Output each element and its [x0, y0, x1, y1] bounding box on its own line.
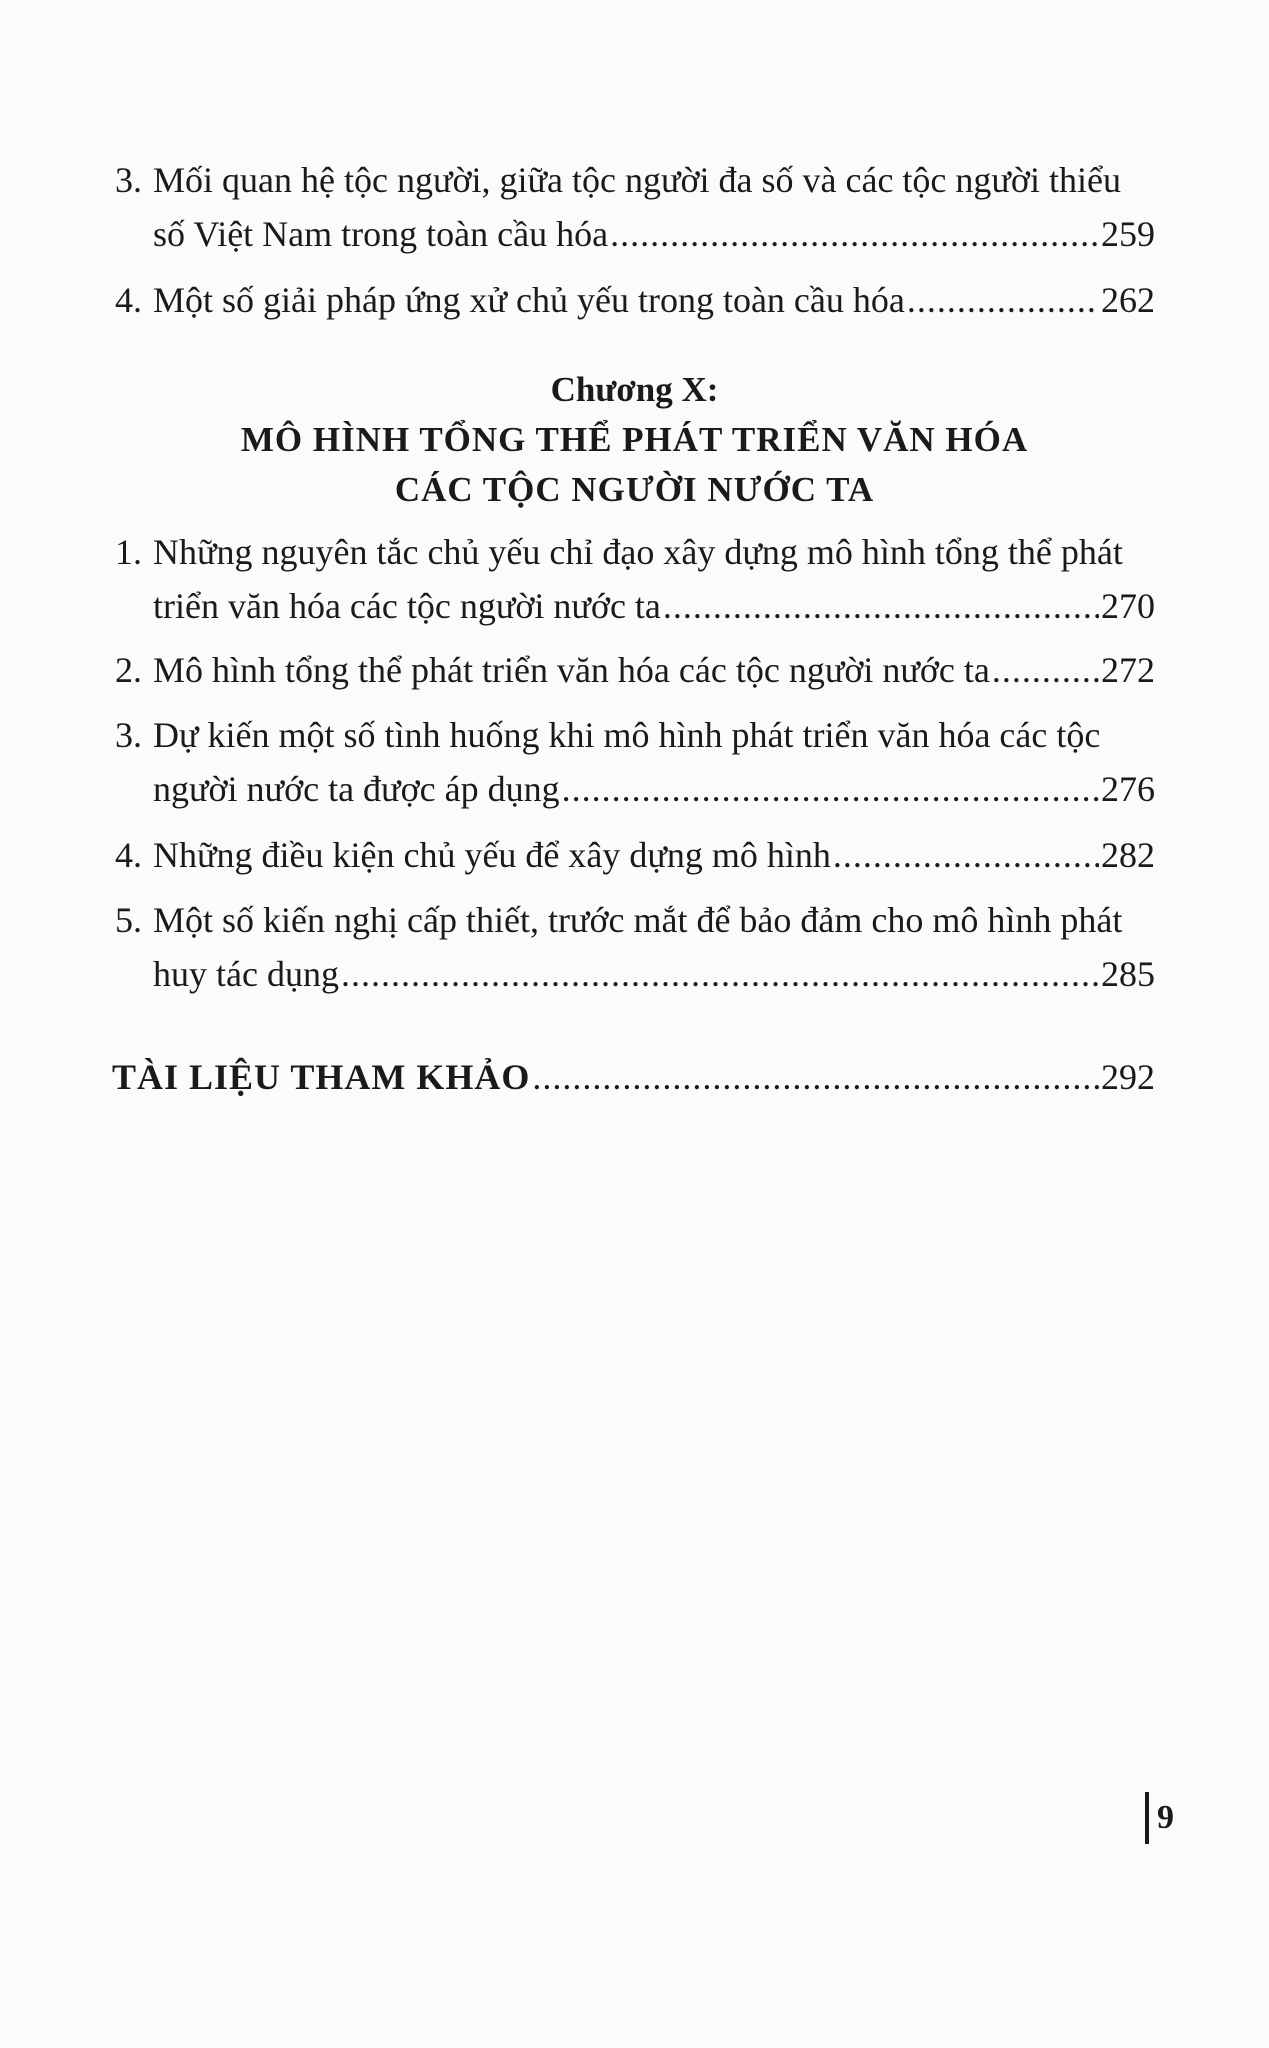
- references-label: TÀI LIỆU THAM KHẢO: [112, 1057, 531, 1097]
- toc-entry-ix-3[interactable]: [115, 155, 1155, 259]
- entry-title: Mối quan hệ tộc người, giữa tộc người đa số và các tộc người thiểu: [153, 160, 1121, 200]
- entry-page-number: 270: [1101, 586, 1155, 626]
- dot-leader: [562, 764, 1099, 814]
- entry-page-number: 262: [1101, 280, 1155, 320]
- entry-page-number: 292: [1101, 1057, 1155, 1097]
- entry-number: 1.: [115, 532, 142, 572]
- toc-entry-x-2[interactable]: [115, 645, 1155, 695]
- toc-entry-ix-4[interactable]: [115, 275, 1155, 325]
- entry-page-number: 282: [1101, 835, 1155, 875]
- toc-entry-references[interactable]: [112, 1052, 1155, 1102]
- dot-leader: [992, 645, 1099, 695]
- entry-title: Dự kiến một số tình huống khi mô hình phát triển văn hóa các tộc: [153, 715, 1101, 755]
- entry-number: 4.: [115, 280, 142, 320]
- toc-entry-x-1[interactable]: [115, 527, 1155, 631]
- entry-page-number: 259: [1101, 214, 1155, 254]
- entry-title-continued: người nước ta được áp dụng: [153, 769, 560, 809]
- toc-entry-x-3[interactable]: [115, 710, 1155, 814]
- dot-leader: [907, 275, 1099, 325]
- chapter-title-line-2: CÁC TỘC NGƯỜI NƯỚC TA: [394, 470, 875, 509]
- entry-title: Một số kiến nghị cấp thiết, trước mắt để bảo đảm cho mô hình phát: [153, 900, 1123, 940]
- chapter-label: Chương X:: [550, 370, 719, 409]
- entry-title-continued: huy tác dụng: [153, 954, 339, 994]
- entry-title-continued: số Việt Nam trong toàn cầu hóa: [153, 214, 609, 254]
- toc-entry-x-5[interactable]: [115, 895, 1155, 999]
- entry-page-number: 276: [1101, 769, 1155, 809]
- dot-leader: [663, 581, 1099, 631]
- dot-leader: [610, 209, 1099, 259]
- entry-title-continued: triển văn hóa các tộc người nước ta: [153, 586, 661, 626]
- folio-rule: [1145, 1792, 1149, 1844]
- chapter-title-line-1: MÔ HÌNH TỔNG THỂ PHÁT TRIỂN VĂN HÓA: [240, 420, 1029, 459]
- entry-title: Mô hình tổng thể phát triển văn hóa các tộc người nước ta: [153, 650, 990, 690]
- entry-page-number: 285: [1101, 954, 1155, 994]
- dot-leader: [341, 949, 1099, 999]
- entry-title: Những điều kiện chủ yếu để xây dựng mô hình: [153, 835, 831, 875]
- dot-leader: [833, 830, 1099, 880]
- entry-number: 3.: [115, 715, 142, 755]
- entry-number: 5.: [115, 900, 142, 940]
- entry-title: Những nguyên tắc chủ yếu chỉ đạo xây dựng mô hình tổng thể phát: [153, 532, 1123, 572]
- toc-entry-x-4[interactable]: [115, 830, 1155, 880]
- entry-page-number: 272: [1101, 650, 1155, 690]
- dot-leader: [532, 1052, 1099, 1102]
- chapter-heading: [0, 365, 1269, 515]
- entry-number: 3.: [115, 160, 142, 200]
- entry-number: 4.: [115, 835, 142, 875]
- entry-title: Một số giải pháp ứng xử chủ yếu trong toàn cầu hóa: [153, 280, 905, 320]
- folio-number: 9: [1157, 1799, 1174, 1836]
- page-folio: [1145, 1792, 1174, 1844]
- entry-number: 2.: [115, 650, 142, 690]
